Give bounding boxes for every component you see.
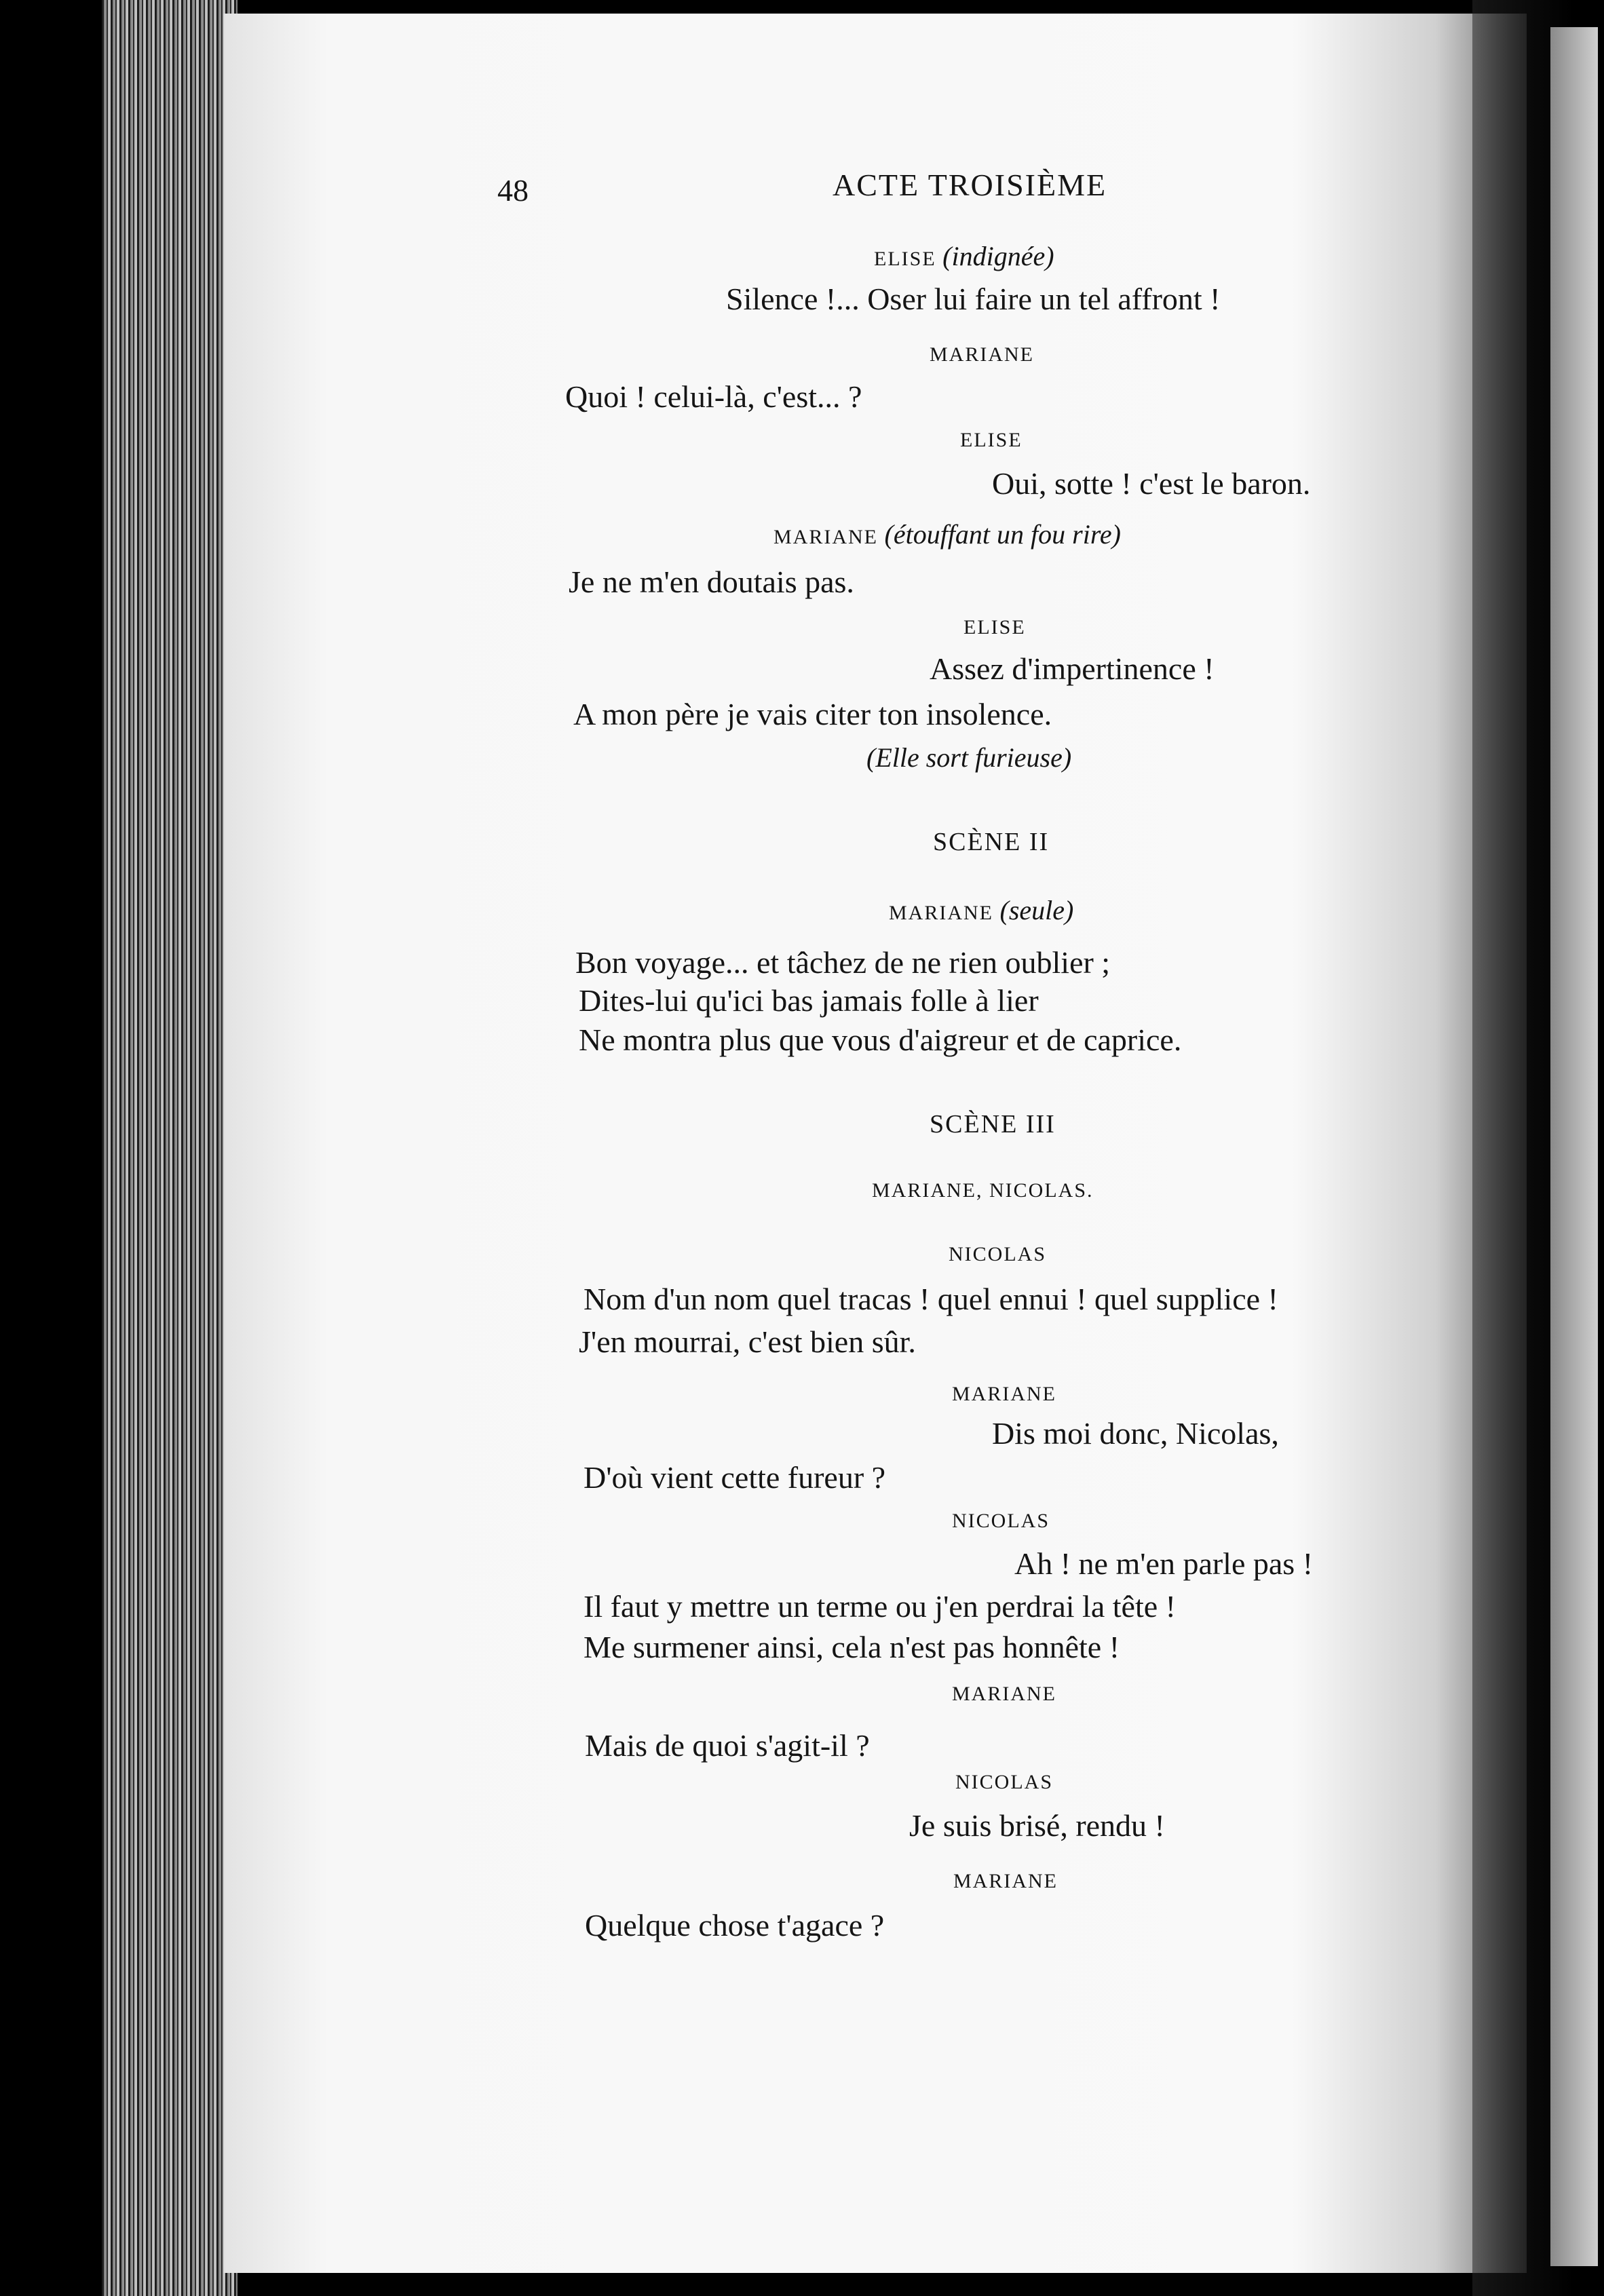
speaker-name: MARIANE [889,902,993,924]
verse-line: Je suis brisé, rendu ! [909,1808,1165,1843]
running-title: ACTE TROISIÈME [833,168,1107,202]
verse-line: Ah ! ne m'en parle pas ! [1014,1546,1314,1581]
verse-line: Je ne m'en doutais pas. [569,565,854,599]
book-page-edges [102,0,237,2296]
verse-line: Silence !... Oser lui faire un tel affront ! [726,282,1221,316]
stage-direction: (indignée) [942,241,1054,271]
speaker-mariane: MARIANE [930,343,1034,366]
verse-line: Assez d'impertinence ! [930,651,1215,686]
stage-direction: (étouffant un fou rire) [884,519,1121,550]
speaker-elise: ELISE [960,429,1023,451]
verse-line: A mon père je vais citer ton insolence. [573,697,1052,731]
speaker-mariane [774,521,1121,548]
stage-direction: (Elle sort furieuse) [866,742,1072,773]
facing-page-edge [1550,27,1598,2266]
speaker-name: ELISE [874,248,936,270]
verse-line: Dis moi donc, Nicolas, [992,1416,1279,1451]
scene-heading: SCÈNE III [930,1110,1056,1139]
speaker-name: MARIANE [774,526,878,548]
verse-line: Me surmener ainsi, cela n'est pas honnête ! [584,1630,1120,1664]
verse-line: J'en mourrai, c'est bien sûr. [579,1324,916,1359]
verse-line: Il faut y mettre un terme ou j'en perdrai la tête ! [584,1589,1176,1624]
verse-line: D'où vient cette fureur ? [584,1460,886,1495]
speaker-elise: ELISE [963,616,1026,638]
speaker-nicolas: NICOLAS [955,1771,1054,1793]
verse-line: Mais de quoi s'agit-il ? [585,1728,870,1763]
verse-line: Oui, sotte ! c'est le baron. [992,466,1311,501]
speaker-mariane [889,897,1073,924]
verse-line: Bon voyage... et tâchez de ne rien oublier ; [575,945,1111,980]
speaker-mariane: MARIANE [952,1683,1056,1705]
verse-line: Dites-lui qu'ici bas jamais folle à lier [579,983,1039,1018]
scene-heading: SCÈNE II [933,828,1050,856]
characters-list: MARIANE, NICOLAS. [872,1179,1094,1202]
speaker-nicolas: NICOLAS [949,1243,1047,1265]
page-number: 48 [497,173,529,208]
stage-direction: (seule) [999,895,1074,925]
speaker-mariane: MARIANE [952,1383,1056,1405]
verse-line: Ne montra plus que vous d'aigreur et de caprice. [579,1022,1182,1057]
speaker-mariane: MARIANE [953,1870,1058,1892]
speaker-elise [874,243,1054,270]
verse-line: Nom d'un nom quel tracas ! quel ennui ! quel supplice ! [584,1282,1278,1316]
verse-line: Quoi ! celui-là, c'est... ? [565,379,862,414]
speaker-nicolas: NICOLAS [952,1510,1050,1532]
verse-line: Quelque chose t'agace ? [585,1908,885,1943]
